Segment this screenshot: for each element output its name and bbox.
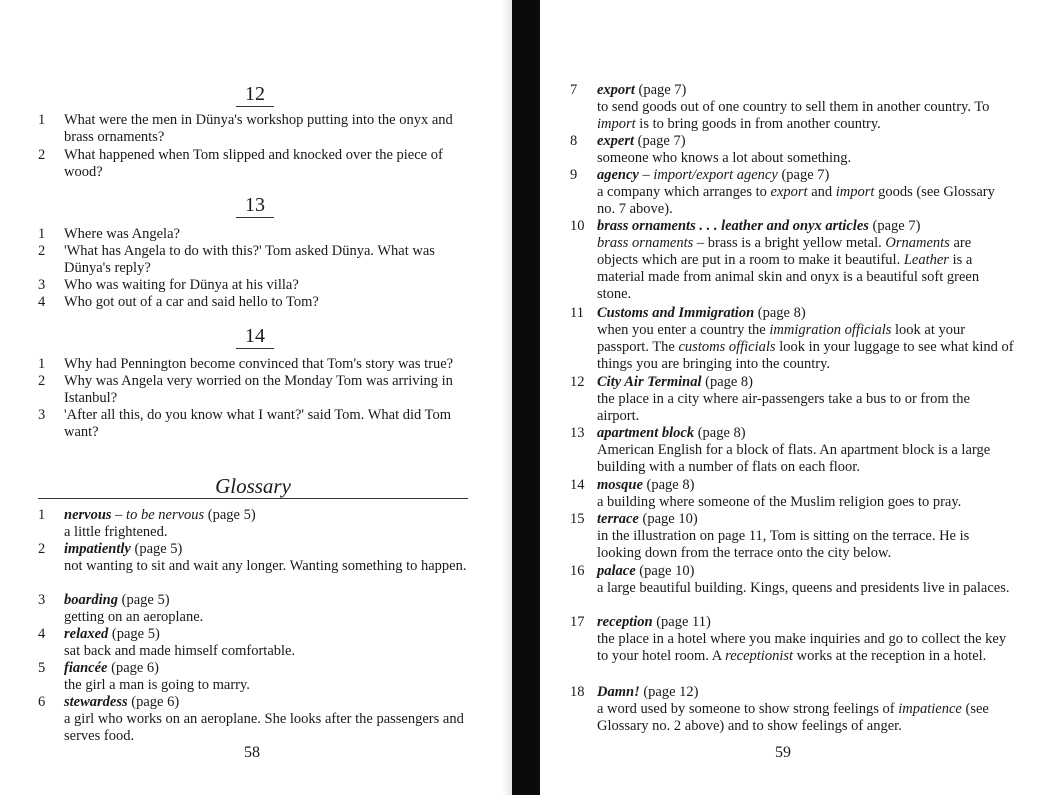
glossary-entry-13: 13 apartment block (page 8) American English for a block of flats. An apartment block is a large building with a number of flats on each floor. — [570, 425, 1015, 476]
glossary-entry-7: 7 export (page 7) to send goods out of one country to sell them in another country. To import is to bring goods in from another country. — [570, 82, 1015, 133]
glossary-term: boarding — [64, 592, 118, 608]
left-page — [0, 0, 512, 795]
glossary-divider — [38, 498, 468, 499]
glossary-definition: when you enter a country the immigration officials look at your passport. The customs officials look in your luggage to see what kind of things you are bringing into the country. — [597, 322, 1014, 372]
glossary-entry-5: 5 fiancée (page 6) the girl a man is going to marry. — [38, 660, 478, 694]
glossary-entry-14: 14 mosque (page 8) a building where someone of the Muslim religion goes to pray. — [570, 477, 1015, 511]
glossary-entry-1: 1 nervous – to be nervous (page 5) a little frightened. — [38, 507, 478, 541]
glossary-term: fiancée — [64, 660, 108, 676]
glossary-term: apartment block — [597, 425, 695, 441]
glossary-term: Damn! — [597, 684, 640, 700]
glossary-definition: the place in a hotel where you make inquiries and go to collect the key to your hotel room. A receptionist works at the reception in a hotel. — [597, 631, 1007, 664]
glossary-definition: getting on an aeroplane. — [64, 609, 204, 625]
question-14-2: 2 Why was Angela very worried on the Monday Tom was arriving in Istanbul? — [38, 373, 453, 406]
glossary-entry-11: 11 Customs and Immigration (page 8) when you enter a country the immigration officials look at your passport. The customs officials look in your luggage to see what kind of things you are bringing into the country. — [570, 305, 1014, 372]
glossary-definition: sat back and made himself comfortable. — [64, 643, 296, 659]
glossary-entry-3: 3 boarding (page 5) getting on an aeroplane. — [38, 592, 478, 626]
glossary-definition: a building where someone of the Muslim religion goes to pray. — [597, 494, 962, 510]
question-13-2: 2 'What has Angela to do with this?' Tom asked Dünya. What was Dünya's reply? — [38, 243, 435, 276]
glossary-term: nervous — [64, 507, 112, 523]
question-13-4: 4 Who got out of a car and said hello to Tom? — [38, 294, 319, 310]
chapter-14-heading: 14 — [236, 324, 274, 349]
question-12-1: 1 What were the men in Dünya's workshop putting into the onyx and brass ornaments? — [38, 112, 453, 145]
glossary-entry-2: 2 impatiently (page 5) not wanting to sit and wait any longer. Wanting something to happen. — [38, 541, 478, 575]
glossary-term: impatiently — [64, 541, 131, 557]
glossary-entry-17: 17 reception (page 11) the place in a hotel where you make inquiries and go to collect the key to your hotel room. A receptionist works at the reception in a hotel. — [570, 614, 1015, 665]
book-spine — [512, 0, 540, 795]
glossary-term: Customs and Immigration — [597, 305, 755, 321]
glossary-definition: the place in a city where air-passengers take a bus to or from the airport. — [597, 391, 970, 424]
glossary-definition: in the illustration on page 11, Tom is sitting on the terrace. He is looking down from the terrace onto the city below. — [597, 528, 970, 561]
glossary-term: palace — [597, 563, 636, 579]
glossary-definition: American English for a block of flats. An apartment block is a large building with a number of flats on each floor. — [597, 442, 991, 475]
glossary-term: terrace — [597, 511, 639, 527]
glossary-definition: a girl who works on an aeroplane. She looks after the passengers and serves food. — [64, 711, 464, 744]
glossary-term: agency — [597, 167, 639, 183]
glossary-term: mosque — [597, 477, 643, 493]
glossary-term: reception — [597, 614, 653, 630]
glossary-definition: a little frightened. — [64, 524, 168, 540]
page-number-left: 58 — [244, 744, 260, 761]
glossary-definition: a word used by someone to show strong feelings of impatience (see Glossary no. 2 above) and to show feelings of anger. — [597, 701, 989, 734]
glossary-definition: brass ornaments – brass is a bright yellow metal. Ornaments are objects which are put in a room to make it beautiful. Leather is a material made from animal skin and onyx is a beautiful soft green stone. — [597, 235, 980, 302]
page-number-right: 59 — [775, 744, 791, 761]
glossary-entry-16: 16 palace (page 10) a large beautiful building. Kings, queens and presidents live in palaces. — [570, 563, 1015, 597]
glossary-title: Glossary — [215, 474, 291, 498]
glossary-definition: to send goods out of one country to sell them in another country. To import is to bring goods in from another country. — [597, 99, 990, 132]
glossary-entry-15: 15 terrace (page 10) in the illustration on page 11, Tom is sitting on the terrace. He is looking down from the terrace onto the city below. — [570, 511, 1015, 562]
question-14-3: 3 'After all this, do you know what I want?' said Tom. What did Tom want? — [38, 407, 451, 440]
page-gutter-shadow — [502, 0, 512, 795]
glossary-term: stewardess — [64, 694, 128, 710]
glossary-entry-9: 9 agency – import/export agency (page 7) a company which arranges to export and import goods (see Glossary no. 7 above). — [570, 167, 1015, 218]
glossary-definition: someone who knows a lot about something. — [597, 150, 852, 166]
glossary-entry-6: 6 stewardess (page 6) a girl who works on an aeroplane. She looks after the passengers and serves food. — [38, 694, 478, 745]
glossary-entry-10: 10 brass ornaments . . . leather and onyx articles (page 7) brass ornaments – brass is a bright yellow metal. Ornaments are objects which are put in a room to make it beautiful. Leather is a material made from animal skin and onyx is a beautiful soft green stone. — [570, 218, 1015, 303]
glossary-definition: the girl a man is going to marry. — [64, 677, 250, 693]
glossary-term: relaxed — [64, 626, 109, 642]
glossary-entry-8: 8 expert (page 7) someone who knows a lot about something. — [570, 133, 1015, 167]
chapter-12-heading: 12 — [236, 82, 274, 107]
glossary-definition: a large beautiful building. Kings, queens and presidents live in palaces. — [597, 580, 1010, 596]
glossary-term: expert — [597, 133, 635, 149]
glossary-definition: not wanting to sit and wait any longer. Wanting something to happen. — [64, 558, 467, 574]
chapter-13-heading: 13 — [236, 193, 274, 218]
question-13-1: 1 Where was Angela? — [38, 226, 180, 242]
question-12-2: 2 What happened when Tom slipped and knocked over the piece of wood? — [38, 147, 443, 180]
glossary-term: City Air Terminal — [597, 374, 702, 390]
glossary-term: brass ornaments . . . leather and onyx articles — [597, 218, 869, 234]
glossary-term: export — [597, 82, 635, 98]
right-page — [540, 0, 1040, 795]
question-13-3: 3 Who was waiting for Dünya at his villa? — [38, 277, 299, 293]
glossary-entry-18: 18 Damn! (page 12) a word used by someone to show strong feelings of impatience (see Glossary no. 2 above) and to show feelings of anger. — [570, 684, 1015, 735]
glossary-entry-12: 12 City Air Terminal (page 8) the place in a city where air-passengers take a bus to or from the airport. — [570, 374, 1015, 425]
glossary-entry-4: 4 relaxed (page 5) sat back and made himself comfortable. — [38, 626, 478, 660]
question-14-1: 1 Why had Pennington become convinced that Tom's story was true? — [38, 356, 454, 372]
glossary-definition: a company which arranges to export and import goods (see Glossary no. 7 above). — [597, 184, 995, 217]
